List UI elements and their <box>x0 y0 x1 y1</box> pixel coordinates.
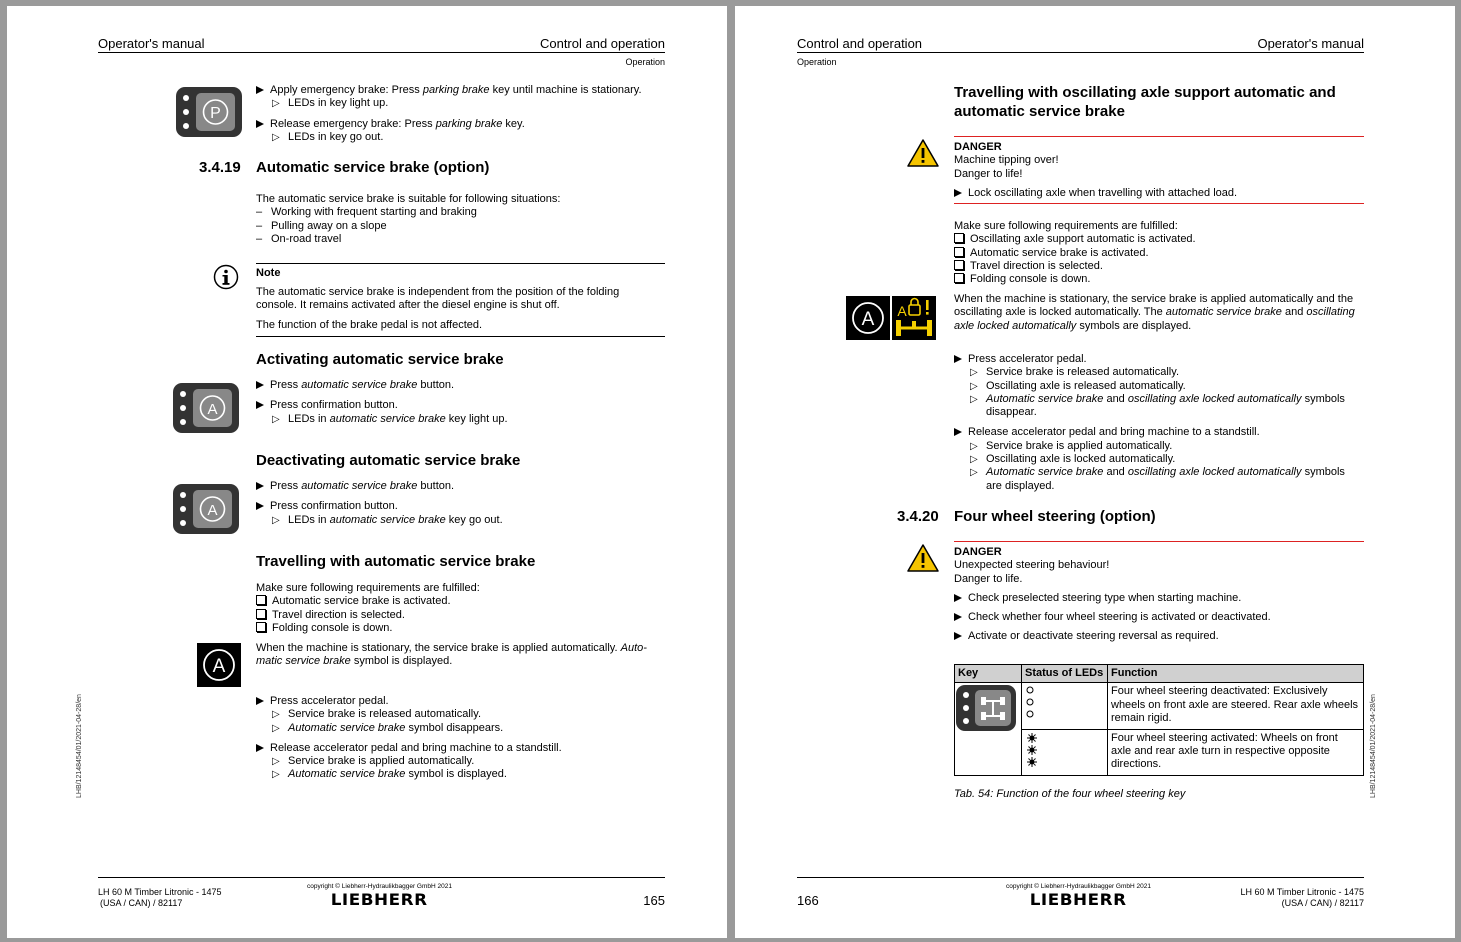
copyright: copyright © Liebherr-Hydraulikbagger GmbH 2021 <box>1006 883 1151 890</box>
header-right: Control and operation <box>539 36 665 51</box>
deactivating-title: Deactivating automatic service brake <box>256 452 521 469</box>
section-title: Four wheel steering (option) <box>954 508 1156 525</box>
footer-rule <box>797 877 1364 878</box>
info-icon <box>213 264 239 290</box>
section-title: Automatic service brake (option) <box>256 159 490 176</box>
table-caption: Tab. 54: Function of the four wheel steering key <box>954 788 1186 800</box>
table-row <box>955 683 1364 730</box>
steering-table <box>954 664 1364 776</box>
header-left: Operator's manual <box>98 36 205 51</box>
page-number: 166 <box>797 893 819 908</box>
table-header-key: Key <box>955 665 1022 683</box>
liebherr-logo: LIEBHERR <box>330 890 428 909</box>
led-off-icon <box>1025 685 1037 721</box>
note-text-2: The function of the brake pedal is not affected. <box>256 319 483 331</box>
automatic-brake-key-icon-2 <box>173 484 239 534</box>
automatic-brake-key-icon <box>173 383 239 433</box>
situations-block: The automatic service brake is suitable for following situations: – Working with frequent starting and braking – Pulling away on a slope – On-road travel <box>256 193 561 245</box>
subheader: Operation <box>625 57 665 67</box>
footer-model: LH 60 M Timber Litronic - 1475 (USA / CAN) / 82117 <box>1240 887 1364 908</box>
header-left: Control and operation <box>797 36 923 51</box>
footer-rule <box>98 877 665 878</box>
liebherr-logo: LIEBHERR <box>1029 890 1127 909</box>
table-header-status: Status of LEDs <box>1022 665 1108 683</box>
activating-steps: Press automatic service brake button. Press confirmation button. ▷ LEDs in automatic service brake key light up. <box>256 379 508 426</box>
header-rule <box>797 52 1364 53</box>
danger-bottom-rule <box>954 203 1364 204</box>
parking-brake-key-icon <box>176 87 242 137</box>
danger-block-1: DANGER Machine tipping over! Danger to life! Lock oscillating axle when travelling with attached load. <box>954 141 1238 199</box>
danger-block-2: DANGER Unexpected steering behaviour! Danger to life. Check preselected steering type when starting machine. Check whether four wheel steering is activated or deactivated. Activate or deactivate steering reversal as required. <box>954 546 1271 643</box>
svg-text:A: A <box>897 303 907 319</box>
copyright: copyright © Liebherr-Hydraulikbagger GmbH 2021 <box>307 883 452 890</box>
page-165 <box>7 6 727 938</box>
section-number: 3.4.20 <box>897 508 939 525</box>
note-title: Note <box>256 267 281 279</box>
page-166 <box>735 6 1455 938</box>
table-header-row <box>955 665 1364 683</box>
activating-title: Activating automatic service brake <box>256 351 504 368</box>
svg-text:A: A <box>207 502 218 519</box>
oscillating-requirements: Make sure following requirements are fulfilled: Oscillating axle support automatic is activated. Automatic service brake is activated. Travel direction is selected. Folding console is down. <box>954 220 1196 286</box>
led-on-icon <box>1025 732 1039 768</box>
warning-icon <box>906 138 940 168</box>
side-code: LHB/12148454/01/2021-04-28/en <box>1370 694 1377 798</box>
svg-text:P: P <box>210 105 221 122</box>
oscillating-steps: Press accelerator pedal. ▷ Service brake is released automatically. ▷ Oscillating axle is released automatically. ▷ Automatic service brake and oscillating axle locked automatically symbols disappear. Release accelerator pedal and bring machine to a standstill. ▷ Service brake is applied automatically. ▷ Oscillating axle is locked automatically. ▷ Automatic service brake and oscillating axle locked automatically symbols are displayed. <box>954 353 1345 493</box>
note-top-rule <box>256 263 665 264</box>
led-off-cell <box>1022 683 1108 730</box>
travel-title: Travelling with automatic service brake <box>256 553 536 570</box>
automatic-brake-symbol-icon <box>846 296 890 340</box>
function-activated-cell: Four wheel steering activated: Wheels on front axle and rear axle turn in respective opposite directions. <box>1108 729 1364 776</box>
oscillating-title: Travelling with oscillating axle support automatic and automatic service brake <box>954 84 1336 120</box>
table-header-function: Function <box>1108 665 1364 683</box>
danger-2-top-rule <box>954 541 1364 542</box>
steering-key-cell <box>955 683 1022 776</box>
travel-requirements: Make sure following requirements are fulfilled: Automatic service brake is activated. Travel direction is selected. Folding console is down. <box>256 582 480 634</box>
note-bottom-rule <box>256 336 665 337</box>
travel-steps: Press accelerator pedal. ▷ Service brake is released automatically. ▷ Automatic service brake symbol disappears. Release accelerator pedal and bring machine to a standstill. ▷ Service brake is applied automatically. ▷ Automatic service brake symbol is displayed. <box>256 695 562 782</box>
led-on-cell <box>1022 729 1108 776</box>
svg-text:A: A <box>207 401 218 418</box>
subheader: Operation <box>797 57 837 67</box>
automatic-brake-symbol-icon <box>197 643 241 687</box>
oscillating-stationary-text: When the machine is stationary, the service brake is applied automatically and the oscillating axle is locked automatically. The automatic service brake and oscillating axle locked automatically symbols are displayed. <box>954 293 1355 332</box>
header-right: Operator's manual <box>1257 36 1364 51</box>
svg-text:A: A <box>861 309 875 330</box>
footer-model: LH 60 M Timber Litronic - 1475 (USA / CAN) / 82117 <box>98 887 222 908</box>
emergency-brake-steps: Apply emergency brake: Press parking brake key until machine is stationary. ▷ LEDs in key light up. Release emergency brake: Press parking brake key. ▷ LEDs in key go out. <box>256 84 642 144</box>
page-number: 165 <box>643 893 665 908</box>
header-rule <box>98 52 665 53</box>
danger-top-rule <box>954 136 1364 137</box>
svg-text:A: A <box>212 656 226 677</box>
deactivating-steps: Press automatic service brake button. Press confirmation button. ▷ LEDs in automatic service brake key go out. <box>256 480 503 527</box>
axle-locked-symbol-icon <box>892 296 936 340</box>
side-code: LHB/12148454/01/2021-04-28/en <box>76 694 83 798</box>
note-text: The automatic service brake is independent from the position of the folding console. It remains activated after the diesel engine is shut off. <box>256 286 620 312</box>
four-wheel-steering-key-icon <box>956 685 1016 731</box>
stationary-text: When the machine is stationary, the service brake is applied automatically. Auto- matic service brake symbol is displayed. <box>256 642 647 668</box>
function-deactivated-cell: Four wheel steering deactivated: Exclusively wheels on front axle are steered. Rear axle wheels remain rigid. <box>1108 683 1364 730</box>
section-number: 3.4.19 <box>199 159 241 176</box>
warning-icon-2 <box>906 543 940 573</box>
